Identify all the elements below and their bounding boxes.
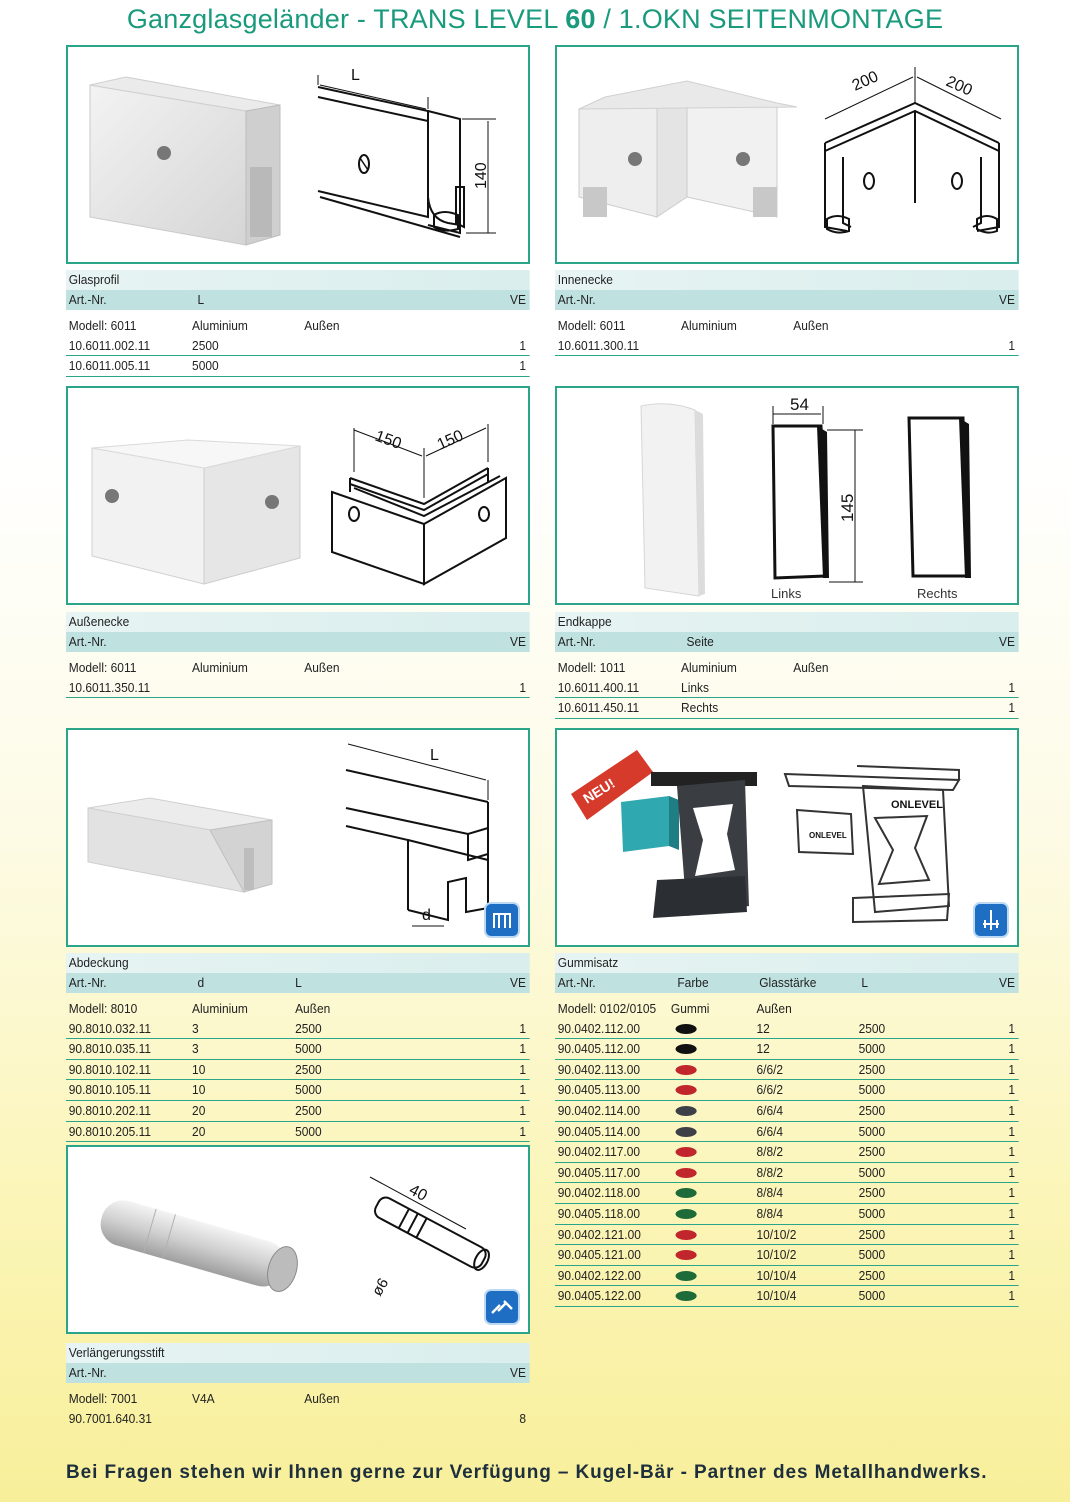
endkappe-label-links: Links	[771, 586, 802, 601]
color-swatch	[676, 1209, 697, 1219]
aussenecke-dim-b: 150	[434, 427, 467, 454]
neu-badge: NEU!	[580, 774, 618, 807]
color-swatch	[676, 1291, 697, 1301]
color-swatch	[676, 1250, 697, 1260]
table-row: 90.0405.121.00 10/10/2 5000 1	[555, 1245, 1019, 1266]
table-row: 90.8010.032.11 3 2500 1	[66, 1019, 530, 1040]
table-header: Art.-Nr. Farbe Glasstärke L VE	[555, 973, 1019, 993]
table-row: 90.0402.112.00 12 2500 1	[555, 1019, 1019, 1040]
section-title: Glasprofil	[66, 270, 530, 290]
glasprofil-dim-l: L	[351, 67, 360, 84]
connector-icon	[484, 1289, 520, 1325]
table-row: 10.6011.350.11 1	[66, 678, 530, 699]
table-row: 10.6011.002.11 2500 1	[66, 336, 530, 357]
innenecke-dim-b: 200	[943, 73, 975, 100]
color-swatch	[676, 1168, 697, 1178]
table-row: 90.0402.114.00 6/6/4 2500 1	[555, 1101, 1019, 1122]
color-swatch	[676, 1188, 697, 1198]
glasprofil-image	[66, 45, 530, 264]
endkappe-table	[555, 612, 1019, 719]
onlevel-logo: ONLEVEL	[891, 799, 943, 811]
table-row: 90.0405.122.00 10/10/4 5000 1	[555, 1286, 1019, 1307]
model-row: Modell: 0102/0105 Gummi Außen	[557, 1001, 792, 1016]
table-row: 90.0402.122.00 10/10/4 2500 1	[555, 1266, 1019, 1287]
table-row: 90.0405.112.00 12 5000 1	[555, 1039, 1019, 1060]
stift-dim-d: ø6	[368, 1275, 393, 1299]
section-title: Abdeckung	[66, 953, 530, 973]
table-header: Art.-Nr. L VE	[66, 290, 530, 310]
table-row: 10.6011.450.11 Rechts 1	[555, 698, 1019, 719]
section-title: Verlängerungsstift	[66, 1343, 530, 1363]
table-row: 90.0402.118.00 8/8/4 2500 1	[555, 1183, 1019, 1204]
color-swatch	[676, 1147, 697, 1157]
color-swatch	[676, 1024, 697, 1034]
color-swatch	[676, 1127, 697, 1137]
aussenecke-image	[66, 386, 530, 605]
abdeckung-table	[66, 953, 530, 1142]
color-swatch	[676, 1230, 697, 1240]
table-header: Art.-Nr. VE	[555, 290, 1019, 310]
table-row: 90.0405.118.00 8/8/4 5000 1	[555, 1204, 1019, 1225]
table-row: 90.8010.102.11 10 2500 1	[66, 1060, 530, 1081]
model-row: Modell: 6011 Aluminium Außen	[68, 660, 340, 675]
section-title: Gummisatz	[555, 953, 1019, 973]
innenecke-dim-a: 200	[849, 68, 882, 95]
table-row: 90.8010.035.11 3 5000 1	[66, 1039, 530, 1060]
innenecke-image	[555, 45, 1019, 264]
endkappe-image	[555, 386, 1019, 605]
model-row: Modell: 8010 Aluminium Außen	[68, 1001, 331, 1016]
section-title: Innenecke	[555, 270, 1019, 290]
table-row: 10.6011.005.11 5000 1	[66, 356, 530, 377]
table-row: 90.7001.640.31 8	[68, 1410, 526, 1426]
stift-dim-l: 40	[406, 1181, 430, 1205]
gummisatz-image	[555, 728, 1019, 947]
onlevel-logo-small: ONLEVEL	[809, 831, 847, 840]
model-row: Modell: 6011 Aluminium Außen	[557, 318, 829, 333]
glass-mounting-icon	[973, 902, 1009, 938]
section-title: Außenecke	[66, 612, 530, 632]
page-title: Ganzglasgeländer - TRANS LEVEL 60 / 1.OKN SEITENMONTAGE	[126, 4, 944, 34]
mounting-icon	[484, 902, 520, 938]
table-header: Art.-Nr. Seite VE	[555, 632, 1019, 652]
section-title: Endkappe	[555, 612, 1019, 632]
table-row: 90.0405.113.00 6/6/2 5000 1	[555, 1080, 1019, 1101]
table-row: 90.8010.205.11 20 5000 1	[66, 1122, 530, 1143]
color-swatch	[676, 1085, 697, 1095]
endkappe-dim-w: 54	[790, 395, 809, 414]
table-row: 90.0402.113.00 6/6/2 2500 1	[555, 1060, 1019, 1081]
stift-table	[66, 1343, 530, 1428]
model-row: Modell: 6011 Aluminium Außen	[68, 318, 340, 333]
aussenecke-dim-a: 150	[372, 427, 404, 453]
color-swatch	[676, 1271, 697, 1281]
model-row: Modell: 1011 Aluminium Außen	[557, 660, 829, 675]
table-row: 10.6011.400.11 Links 1	[555, 678, 1019, 699]
abdeckung-dim-d: d	[422, 907, 431, 924]
table-row: 90.8010.105.11 10 5000 1	[66, 1080, 530, 1101]
model-row: Modell: 7001 V4A Außen	[68, 1391, 340, 1406]
table-row: 90.0405.117.00 8/8/2 5000 1	[555, 1163, 1019, 1184]
table-header: Art.-Nr. d L VE	[66, 973, 530, 993]
footer-text: Bei Fragen stehen wir Ihnen gerne zur Verfügung – Kugel-Bär - Partner des Metallhandwerks.	[66, 1462, 988, 1483]
table-row: 90.0402.121.00 10/10/2 2500 1	[555, 1225, 1019, 1246]
endkappe-label-rechts: Rechts	[917, 586, 958, 601]
stift-image	[66, 1145, 530, 1334]
table-row: 90.8010.202.11 20 2500 1	[66, 1101, 530, 1122]
innenecke-table	[555, 270, 1019, 356]
color-swatch	[676, 1044, 697, 1054]
endkappe-dim-h: 145	[838, 493, 857, 522]
table-row: 90.0402.117.00 8/8/2 2500 1	[555, 1142, 1019, 1163]
abdeckung-image	[66, 728, 530, 947]
color-swatch	[676, 1065, 697, 1075]
aussenecke-table	[66, 612, 530, 698]
glasprofil-table	[66, 270, 530, 377]
table-row: 90.0405.114.00 6/6/4 5000 1	[555, 1122, 1019, 1143]
table-row: 10.6011.300.11 1	[555, 336, 1019, 357]
table-header: Art.-Nr. VE	[66, 1363, 530, 1383]
color-swatch	[676, 1106, 697, 1116]
glasprofil-dim-h: 140	[473, 162, 490, 189]
abdeckung-dim-l: L	[430, 747, 439, 764]
table-header: Art.-Nr. VE	[66, 632, 530, 652]
gummisatz-table	[555, 953, 1019, 1307]
